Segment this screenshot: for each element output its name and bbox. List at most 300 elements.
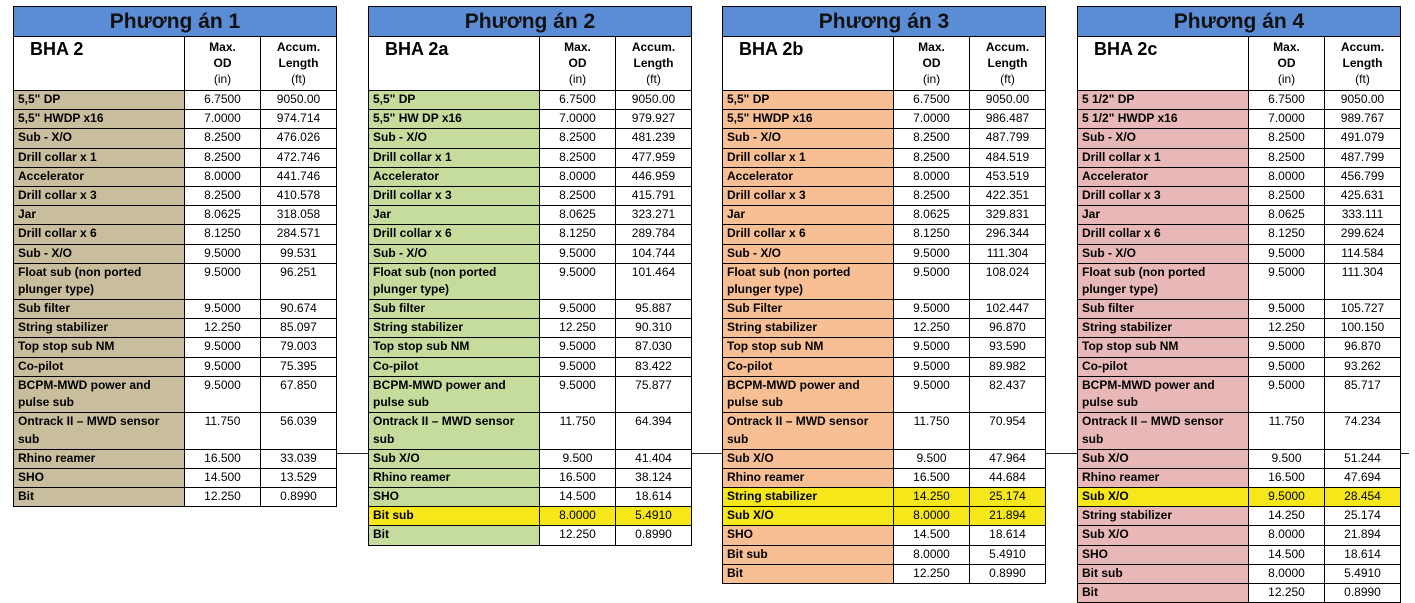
max-od-value: 8.2500 [1249, 186, 1325, 205]
accum-length-value: 484.519 [970, 148, 1046, 167]
table-row [369, 167, 692, 186]
component-name: Sub - X/O [369, 129, 540, 148]
max-od-value: 9.5000 [894, 357, 970, 376]
table-row [1078, 449, 1401, 468]
table-row [369, 148, 692, 167]
max-od-value: 9.5000 [185, 376, 261, 412]
table-row [1078, 186, 1401, 205]
max-od-header-text: Max. [1273, 40, 1300, 54]
bha-table [1077, 6, 1401, 603]
max-od-value: 8.0000 [185, 167, 261, 186]
component-name: Top stop sub NM [1078, 338, 1249, 357]
max-od-header-unit: (in) [213, 72, 232, 86]
max-od-header-text: OD [213, 56, 232, 70]
max-od-value: 8.0625 [540, 206, 616, 225]
component-name: Float sub (non ported plunger type) [723, 263, 894, 299]
component-name: Sub - X/O [369, 244, 540, 263]
component-name: Accelerator [369, 167, 540, 186]
max-od-value: 14.500 [185, 468, 261, 487]
max-od-value: 9.5000 [894, 263, 970, 299]
accum-length-header-text: Accum. [631, 40, 676, 54]
table-row [14, 167, 337, 186]
table-row [14, 148, 337, 167]
component-name: Ontrack II – MWD sensor sub [14, 413, 185, 449]
table-row [1078, 225, 1401, 244]
panel-title: Phương án 1 [14, 7, 337, 37]
accum-length-value: 90.310 [616, 319, 692, 338]
table-row [369, 225, 692, 244]
component-name: String stabilizer [723, 319, 894, 338]
accum-length-value: 114.584 [1325, 244, 1401, 263]
panel-title: Phương án 3 [723, 7, 1046, 37]
accum-length-value: 25.174 [970, 487, 1046, 506]
panel-4 [1077, 6, 1401, 603]
accum-length-value: 44.684 [970, 468, 1046, 487]
panel-title: Phương án 2 [369, 7, 692, 37]
max-od-value: 7.0000 [185, 110, 261, 129]
component-name: Drill collar x 6 [1078, 225, 1249, 244]
table-row [14, 225, 337, 244]
max-od-value: 12.250 [540, 526, 616, 545]
max-od-value: 6.7500 [894, 91, 970, 110]
accum-length-value: 75.877 [616, 376, 692, 412]
max-od-value: 8.1250 [540, 225, 616, 244]
accum-length-value: 64.394 [616, 413, 692, 449]
accum-length-value: 0.8990 [970, 564, 1046, 583]
accum-length-value: 318.058 [261, 206, 337, 225]
max-od-value: 9.5000 [894, 244, 970, 263]
bha-label: BHA 2b [723, 37, 894, 91]
table-row [723, 319, 1046, 338]
max-od-value: 8.2500 [894, 129, 970, 148]
table-row [14, 244, 337, 263]
accum-length-header-unit: (ft) [1000, 72, 1015, 86]
table-row [1078, 507, 1401, 526]
component-name: Drill collar x 6 [369, 225, 540, 244]
component-name: Sub - X/O [723, 129, 894, 148]
component-name: Jar [723, 206, 894, 225]
accum-length-value: 21.894 [970, 507, 1046, 526]
table-row [14, 487, 337, 506]
max-od-value: 8.0000 [540, 507, 616, 526]
max-od-value: 8.0000 [540, 167, 616, 186]
bha-table [368, 6, 692, 546]
component-name: Co-pilot [369, 357, 540, 376]
accum-length-value: 289.784 [616, 225, 692, 244]
panel-2 [368, 6, 692, 546]
accum-length-value: 47.964 [970, 449, 1046, 468]
max-od-header-text: OD [1277, 56, 1296, 70]
max-od-value: 9.5000 [185, 357, 261, 376]
accum-length-value: 105.727 [1325, 300, 1401, 319]
accum-length-value: 9050.00 [616, 91, 692, 110]
max-od-value: 7.0000 [894, 110, 970, 129]
max-od-value: 8.0000 [1249, 526, 1325, 545]
accum-length-value: 100.150 [1325, 319, 1401, 338]
accum-length-value: 0.8990 [1325, 583, 1401, 602]
accum-length-header-text: Accum. [985, 40, 1030, 54]
accum-length-value: 5.4910 [1325, 564, 1401, 583]
max-od-value: 14.500 [1249, 545, 1325, 564]
max-od-value: 9.5000 [540, 357, 616, 376]
max-od-value: 11.750 [185, 413, 261, 449]
component-name: Sub X/O [723, 507, 894, 526]
table-row [369, 357, 692, 376]
table-row [1078, 583, 1401, 602]
max-od-header-text: Max. [564, 40, 591, 54]
table-row [369, 129, 692, 148]
table-row [14, 376, 337, 412]
accum-length-value: 425.631 [1325, 186, 1401, 205]
component-name: Rhino reamer [369, 468, 540, 487]
component-name: 5,5" HW DP x16 [369, 110, 540, 129]
table-row [369, 468, 692, 487]
component-name: Top stop sub NM [723, 338, 894, 357]
max-od-value: 9.5000 [1249, 376, 1325, 412]
accum-length-value: 323.271 [616, 206, 692, 225]
accum-length-header-text: Length [987, 56, 1028, 70]
accum-length-value: 67.850 [261, 376, 337, 412]
panel-1 [13, 6, 337, 507]
component-name: Sub X/O [1078, 526, 1249, 545]
table-row [1078, 487, 1401, 506]
table-row [1078, 319, 1401, 338]
max-od-header-unit: (in) [922, 72, 941, 86]
component-name: Bit [14, 487, 185, 506]
table-row [1078, 148, 1401, 167]
table-row [723, 91, 1046, 110]
component-name: Sub - X/O [14, 244, 185, 263]
max-od-value: 8.1250 [185, 225, 261, 244]
table-row [1078, 206, 1401, 225]
accum-length-value: 481.239 [616, 129, 692, 148]
accum-length-value: 96.870 [970, 319, 1046, 338]
accum-length-value: 453.519 [970, 167, 1046, 186]
table-row [369, 91, 692, 110]
accum-length-value: 410.578 [261, 186, 337, 205]
accum-length-value: 104.744 [616, 244, 692, 263]
component-name: BCPM-MWD power and pulse sub [14, 376, 185, 412]
table-row [723, 376, 1046, 412]
table-row [14, 110, 337, 129]
component-name: Sub filter [1078, 300, 1249, 319]
table-row [369, 487, 692, 506]
component-name: Drill collar x 3 [723, 186, 894, 205]
table-row [723, 564, 1046, 583]
accum-length-value: 441.746 [261, 167, 337, 186]
component-name: Drill collar x 1 [723, 148, 894, 167]
component-name: Accelerator [14, 167, 185, 186]
component-name: 5,5" HWDP x16 [723, 110, 894, 129]
component-name: Bit [723, 564, 894, 583]
max-od-value: 9.5000 [540, 338, 616, 357]
accum-length-header-unit: (ft) [646, 72, 661, 86]
table-row [723, 167, 1046, 186]
max-od-value: 8.0000 [894, 167, 970, 186]
table-row [369, 507, 692, 526]
component-name: Top stop sub NM [369, 338, 540, 357]
component-name: Sub Filter [723, 300, 894, 319]
component-name: Sub filter [369, 300, 540, 319]
accum-length-value: 85.717 [1325, 376, 1401, 412]
component-name: 5,5" DP [723, 91, 894, 110]
accum-length-value: 472.746 [261, 148, 337, 167]
panel-3 [722, 6, 1046, 584]
table-row [14, 319, 337, 338]
component-name: Drill collar x 1 [369, 148, 540, 167]
table-row [723, 545, 1046, 564]
accum-length-value: 18.614 [1325, 545, 1401, 564]
max-od-value: 9.5000 [540, 244, 616, 263]
table-row [1078, 564, 1401, 583]
max-od-value: 6.7500 [185, 91, 261, 110]
accum-length-value: 491.079 [1325, 129, 1401, 148]
max-od-value: 9.5000 [894, 338, 970, 357]
max-od-value: 14.250 [894, 487, 970, 506]
accum-length-header [616, 37, 692, 91]
component-name: Co-pilot [723, 357, 894, 376]
component-name: String stabilizer [1078, 319, 1249, 338]
accum-length-value: 979.927 [616, 110, 692, 129]
table-row [723, 110, 1046, 129]
component-name: SHO [1078, 545, 1249, 564]
accum-length-value: 83.422 [616, 357, 692, 376]
max-od-header [185, 37, 261, 91]
max-od-value: 8.0000 [1249, 564, 1325, 583]
table-row [369, 526, 692, 545]
table-row [1078, 357, 1401, 376]
table-row [1078, 244, 1401, 263]
component-name: Ontrack II – MWD sensor sub [723, 413, 894, 449]
accum-length-value: 96.870 [1325, 338, 1401, 357]
table-row [369, 110, 692, 129]
max-od-header-text: OD [568, 56, 587, 70]
max-od-value: 12.250 [1249, 583, 1325, 602]
accum-length-value: 477.959 [616, 148, 692, 167]
max-od-value: 9.500 [1249, 449, 1325, 468]
bha-table [722, 6, 1046, 584]
table-row [369, 244, 692, 263]
accum-length-value: 18.614 [970, 526, 1046, 545]
accum-length-value: 476.026 [261, 129, 337, 148]
table-row [14, 413, 337, 449]
max-od-value: 9.5000 [540, 376, 616, 412]
table-row [14, 186, 337, 205]
table-row [1078, 129, 1401, 148]
table-row [723, 338, 1046, 357]
table-row [14, 357, 337, 376]
accum-length-value: 87.030 [616, 338, 692, 357]
max-od-value: 8.2500 [185, 129, 261, 148]
component-name: Sub filter [14, 300, 185, 319]
accum-length-value: 9050.00 [1325, 91, 1401, 110]
table-row [369, 376, 692, 412]
max-od-value: 9.5000 [894, 376, 970, 412]
max-od-value: 9.5000 [185, 244, 261, 263]
max-od-header [894, 37, 970, 91]
accum-length-value: 89.982 [970, 357, 1046, 376]
accum-length-value: 0.8990 [616, 526, 692, 545]
table-row [14, 91, 337, 110]
max-od-value: 9.5000 [185, 338, 261, 357]
max-od-value: 8.0625 [1249, 206, 1325, 225]
table-row [1078, 300, 1401, 319]
component-name: Bit [369, 526, 540, 545]
bha-table [13, 6, 337, 507]
max-od-value: 8.2500 [540, 186, 616, 205]
max-od-value: 8.0000 [894, 507, 970, 526]
max-od-value: 9.5000 [540, 263, 616, 299]
max-od-value: 14.500 [540, 487, 616, 506]
accum-length-value: 111.304 [1325, 263, 1401, 299]
component-name: SHO [723, 526, 894, 545]
accum-length-value: 5.4910 [970, 545, 1046, 564]
table-row [14, 338, 337, 357]
max-od-value: 9.5000 [1249, 338, 1325, 357]
accum-length-header-unit: (ft) [291, 72, 306, 86]
table-row [369, 413, 692, 449]
max-od-value: 9.5000 [894, 300, 970, 319]
max-od-header-unit: (in) [568, 72, 587, 86]
accum-length-value: 18.614 [616, 487, 692, 506]
component-name: SHO [14, 468, 185, 487]
component-name: Accelerator [1078, 167, 1249, 186]
max-od-value: 12.250 [185, 319, 261, 338]
table-row [723, 487, 1046, 506]
table-row [723, 148, 1046, 167]
accum-length-value: 101.464 [616, 263, 692, 299]
accum-length-value: 41.404 [616, 449, 692, 468]
accum-length-value: 28.454 [1325, 487, 1401, 506]
max-od-value: 16.500 [1249, 468, 1325, 487]
table-row [14, 129, 337, 148]
component-name: Bit sub [723, 545, 894, 564]
accum-length-header [261, 37, 337, 91]
max-od-value: 11.750 [1249, 413, 1325, 449]
table-row [723, 507, 1046, 526]
accum-length-header-text: Length [633, 56, 674, 70]
component-name: SHO [369, 487, 540, 506]
max-od-value: 9.5000 [1249, 300, 1325, 319]
max-od-value: 12.250 [894, 564, 970, 583]
accum-length-value: 79.003 [261, 338, 337, 357]
accum-length-value: 38.124 [616, 468, 692, 487]
max-od-header [1249, 37, 1325, 91]
panel-title: Phương án 4 [1078, 7, 1401, 37]
component-name: Sub X/O [1078, 487, 1249, 506]
table-row [14, 468, 337, 487]
accum-length-value: 82.437 [970, 376, 1046, 412]
component-name: BCPM-MWD power and pulse sub [369, 376, 540, 412]
component-name: Bit sub [369, 507, 540, 526]
table-row [1078, 376, 1401, 412]
accum-length-value: 108.024 [970, 263, 1046, 299]
max-od-header-text: Max. [209, 40, 236, 54]
max-od-value: 8.1250 [1249, 225, 1325, 244]
component-name: String stabilizer [1078, 507, 1249, 526]
component-name: Jar [1078, 206, 1249, 225]
table-row [723, 468, 1046, 487]
accum-length-value: 93.590 [970, 338, 1046, 357]
component-name: Sub X/O [1078, 449, 1249, 468]
table-row [723, 206, 1046, 225]
component-name: Float sub (non ported plunger type) [14, 263, 185, 299]
accum-length-value: 56.039 [261, 413, 337, 449]
component-name: Top stop sub NM [14, 338, 185, 357]
accum-length-value: 974.714 [261, 110, 337, 129]
component-name: Drill collar x 6 [14, 225, 185, 244]
component-name: Sub - X/O [1078, 129, 1249, 148]
accum-length-value: 25.174 [1325, 507, 1401, 526]
accum-length-value: 51.244 [1325, 449, 1401, 468]
accum-length-value: 296.344 [970, 225, 1046, 244]
component-name: Ontrack II – MWD sensor sub [369, 413, 540, 449]
accum-length-value: 70.954 [970, 413, 1046, 449]
table-row [369, 338, 692, 357]
component-name: Co-pilot [14, 357, 185, 376]
accum-length-value: 299.624 [1325, 225, 1401, 244]
component-name: Rhino reamer [14, 449, 185, 468]
accum-length-value: 33.039 [261, 449, 337, 468]
max-od-value: 8.0625 [894, 206, 970, 225]
max-od-value: 9.500 [894, 449, 970, 468]
accum-length-value: 99.531 [261, 244, 337, 263]
accum-length-value: 487.799 [970, 129, 1046, 148]
table-row [14, 263, 337, 299]
table-row [369, 319, 692, 338]
max-od-value: 9.5000 [185, 300, 261, 319]
max-od-value: 8.2500 [894, 148, 970, 167]
component-name: Sub - X/O [723, 244, 894, 263]
max-od-value: 16.500 [894, 468, 970, 487]
max-od-value: 9.5000 [540, 300, 616, 319]
accum-length-value: 487.799 [1325, 148, 1401, 167]
table-row [1078, 526, 1401, 545]
table-row [723, 449, 1046, 468]
max-od-value: 9.500 [540, 449, 616, 468]
max-od-value: 12.250 [540, 319, 616, 338]
table-row [723, 263, 1046, 299]
max-od-value: 8.0000 [1249, 167, 1325, 186]
accum-length-value: 95.887 [616, 300, 692, 319]
accum-length-value: 102.447 [970, 300, 1046, 319]
component-name: BCPM-MWD power and pulse sub [723, 376, 894, 412]
table-row [369, 263, 692, 299]
max-od-value: 8.0000 [894, 545, 970, 564]
component-name: Jar [14, 206, 185, 225]
bha-label: BHA 2 [14, 37, 185, 91]
table-row [14, 300, 337, 319]
component-name: BCPM-MWD power and pulse sub [1078, 376, 1249, 412]
accum-length-value: 989.767 [1325, 110, 1401, 129]
max-od-value: 8.2500 [1249, 129, 1325, 148]
accum-length-value: 986.487 [970, 110, 1046, 129]
component-name: Bit sub [1078, 564, 1249, 583]
max-od-value: 14.250 [1249, 507, 1325, 526]
component-name: String stabilizer [14, 319, 185, 338]
component-name: 5,5" DP [14, 91, 185, 110]
accum-length-value: 13.529 [261, 468, 337, 487]
max-od-header-unit: (in) [1277, 72, 1296, 86]
max-od-value: 9.5000 [1249, 487, 1325, 506]
table-row [1078, 167, 1401, 186]
accum-length-value: 329.831 [970, 206, 1046, 225]
table-row [723, 186, 1046, 205]
component-name: String stabilizer [369, 319, 540, 338]
table-row [1078, 263, 1401, 299]
accum-length-value: 74.234 [1325, 413, 1401, 449]
max-od-value: 16.500 [185, 449, 261, 468]
